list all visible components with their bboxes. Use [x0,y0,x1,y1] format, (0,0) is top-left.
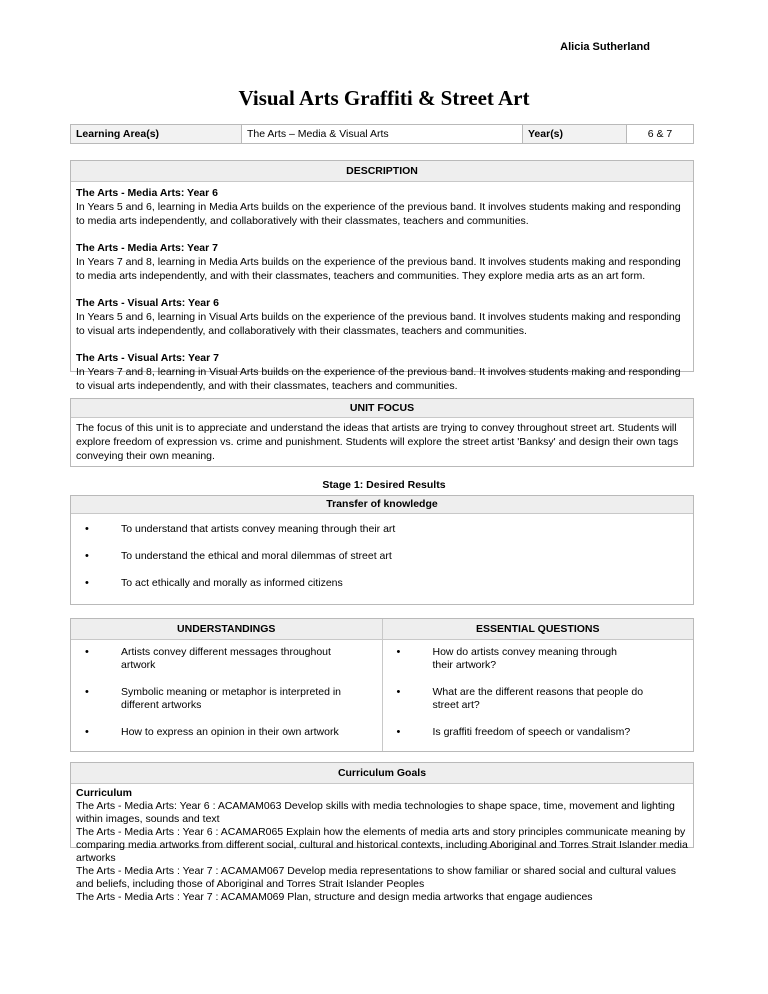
description-block-text: In Years 5 and 6, learning in Media Arts builds on the experience of the previous band. It involves students making and responding to media arts independently, and collaboratively with their classmates, teachers and communities. [76,201,681,227]
curriculum-goals-section [70,762,694,903]
curriculum-line: The Arts - Media Arts: Year 6 : ACAMAM063 Develop skills with media technologies to shape space, time, movement and lighting within images, sounds and text [76,800,675,825]
years-label: Year(s) [523,125,627,144]
description-section [70,160,694,392]
unit-focus-heading: UNIT FOCUS [71,399,693,418]
understandings-heading: UNDERSTANDINGS [71,619,382,640]
meta-table [70,124,694,144]
transfer-heading: Transfer of knowledge [71,496,693,514]
description-block [76,186,688,228]
curriculum-line: The Arts - Media Arts : Year 7 : ACAMAM069 Plan, structure and design media artworks that engage audiences [76,891,593,903]
curriculum-line: The Arts - Media Arts : Year 7 : ACAMAM067 Develop media representations to show familiar or shared social and cultural values and beliefs, including those of Aboriginal and Torres Strait Islander Peoples [76,865,676,890]
transfer-section [70,495,694,605]
transfer-item: • To understand the ethical and moral dilemmas of street art [71,550,693,563]
unit-focus-section [70,398,694,467]
curriculum-goals-heading: Curriculum Goals [71,763,693,784]
transfer-item: • To act ethically and morally as informed citizens [71,577,693,590]
stage-1-title: Stage 1: Desired Results [322,479,446,491]
description-block [76,241,688,283]
description-block-text: In Years 5 and 6, learning in Visual Arts builds on the experience of the previous band. It involves students making and responding to visual arts independently, and collaboratively with their classmates, teachers and communities. [76,311,681,337]
essential-question-item: • What are the different reasons that people do street art? [383,686,694,712]
description-block-title: The Arts - Visual Arts: Year 7 [76,352,219,364]
learning-area-label: Learning Area(s) [71,125,242,144]
author-name: Alicia Sutherland [560,41,650,53]
description-block-text: In Years 7 and 8, learning in Media Arts builds on the experience of the previous band. It involves students making and responding to media arts independently, and with their classmates, teachers and communities. They explore media arts as an art form. [76,256,681,282]
essential-questions-heading: ESSENTIAL QUESTIONS [383,619,694,640]
understanding-item: • How to express an opinion in their own artwork [71,726,382,739]
description-block [76,351,688,393]
essential-questions-column [383,619,694,751]
understandings-column [71,619,383,751]
transfer-item: • To understand that artists convey meaning through their art [71,523,693,536]
essential-question-item: • How do artists convey meaning through their artwork? [383,646,694,672]
description-block-title: The Arts - Media Arts: Year 7 [76,242,218,254]
understanding-item: • Symbolic meaning or metaphor is interpreted in different artworks [71,686,382,712]
understandings-questions-section [70,618,694,752]
essential-question-item: • Is graffiti freedom of speech or vandalism? [383,726,694,739]
description-block-text: In Years 7 and 8, learning in Visual Arts builds on the experience of the previous band. It involves students making and responding to visual arts independently, and with their classmates, teachers and communities. [76,366,681,392]
document-title: Visual Arts Graffiti & Street Art [238,86,530,110]
description-block [76,296,688,338]
description-block-title: The Arts - Visual Arts: Year 6 [76,297,219,309]
learning-area-value: The Arts – Media & Visual Arts [242,125,523,144]
unit-focus-text: The focus of this unit is to appreciate and understand the ideas that artists are trying to convey throughout street art. Students will explore freedom of expression vs. crime and punishment. Students will explore the street artist 'Banksy' and design their own tags conveying their own meaning. [76,422,679,462]
years-value: 6 & 7 [627,125,694,144]
description-block-title: The Arts - Media Arts: Year 6 [76,187,218,199]
description-heading: DESCRIPTION [71,161,693,182]
curriculum-subheading: Curriculum [76,787,133,799]
curriculum-line: The Arts - Media Arts : Year 6 : ACAMAR065 Explain how the elements of media arts and story principles communicate meaning by comparing media artworks from different social, cultural and historical contexts, including Aboriginal and Torres Strait Islander media artworks [76,826,688,864]
understanding-item: • Artists convey different messages throughout artwork [71,646,382,672]
